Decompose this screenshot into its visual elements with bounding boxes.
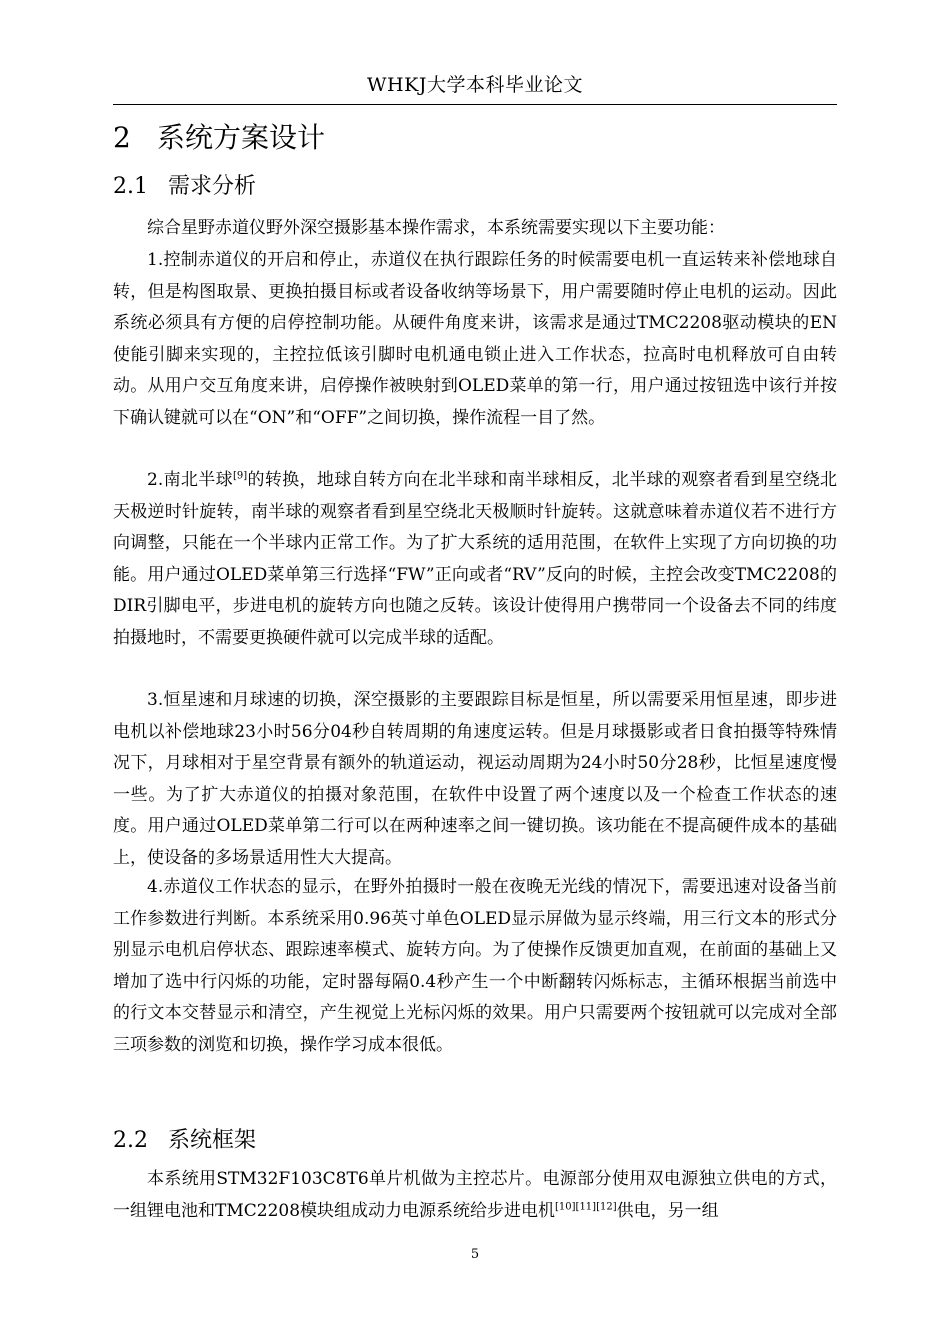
- paragraph-item-2: [113, 465, 837, 654]
- chapter-title: 系统方案设计: [157, 121, 326, 154]
- chapter-heading: [113, 118, 325, 158]
- paragraph-text: 的转换，地球自转方向在北半球和南半球相反，北半球的观察者看到星空绕北天极逆时针旋转，南半球的观察者看到星空绕北天极顺时针旋转。这就意味着赤道仪若不进行方向调整，只能在一个半球内正常工作。为了扩大系统的适用范围，在软件上实现了方向切换的功能。用户通过OLED菜单第三行选择“FW”正向或者“RV”反向的时候，主控会改变TMC2208的DIR引脚电平，步进电机的旋转方向也随之反转。该设计使得用户携带同一个设备去不同的纬度拍摄地时，不需要更换硬件就可以完成半球的适配。: [113, 470, 837, 648]
- chapter-number: 2: [113, 121, 131, 154]
- paragraph-item-4: 4.赤道仪工作状态的显示，在野外拍摄时一般在夜晚无光线的情况下，需要迅速对设备当前工作参数进行判断。本系统采用0.96英寸单色OLED显示屏做为显示终端，用三行文本的形式分别显示电机启停状态、跟踪速率模式、旋转方向。为了使操作反馈更加直观，在前面的基础上又增加了选中行闪烁的功能，定时器每隔0.4秒产生一个中断翻转闪烁标志，主循环根据当前选中的行文本交替显示和清空，产生视觉上光标闪烁的效果。用户只需要两个按钮就可以完成对全部三项参数的浏览和切换，操作学习成本很低。: [113, 877, 837, 1055]
- section-heading-2-1: [113, 171, 256, 203]
- citation: [9]: [232, 470, 248, 482]
- paragraph-item-3: 3.恒星速和月球速的切换，深空摄影的主要跟踪目标是恒星，所以需要采用恒星速，即步进电机以补偿地球23小时56分04秒自转周期的角速度运转。但是月球摄影或者日食拍摄等特殊情况下，月球相对于星空背景有额外的轨道运动，视运动周期为24小时50分28秒，比恒星速度慢一些。为了扩大赤道仪的拍摄对象范围，在软件中设置了两个速度以及一个检查工作状态的速度。用户通过OLED菜单第二行可以在两种速率之间一键切换。该功能在不提高硬件成本的基础上，使设备的多场景适用性大大提高。: [113, 690, 837, 868]
- section-title: 系统框架: [168, 1128, 257, 1153]
- header-rule: [113, 104, 837, 105]
- paragraph-item-1: 1.控制赤道仪的开启和停止，赤道仪在执行跟踪任务的时候需要电机一直运转来补偿地球自转，但是构图取景、更换拍摄目标或者设备收纳等场景下，用户需要随时停止电机的运动。因此系统必须具有方便的启停控制功能。从硬件角度来讲，该需求是通过TMC2208驱动模块的EN使能引脚来实现的，主控拉低该引脚时电机通电锁止进入工作状态，拉高时电机释放可自由转动。从用户交互角度来讲，启停操作被映射到OLED菜单的第一行，用户通过按钮选中该行并按下确认键就可以在“ON”和“OFF”之间切换，操作流程一目了然。: [113, 250, 837, 428]
- paragraph-text: 供电，另一组: [616, 1200, 719, 1221]
- paragraph-text: 2.南北半球: [147, 470, 233, 490]
- paragraph-system-framework: [113, 1164, 837, 1227]
- section-heading-2-2: [113, 1125, 256, 1157]
- paragraph-text: 本系统用STM32F103C8T6单片机做为主控芯片。电源部分使用双电源独立供电的方式，一组锂电池和TMC2208模块组成动力电源系统给步进电机: [113, 1169, 837, 1221]
- section-number: 2.2: [113, 1128, 148, 1153]
- paragraph-intro: 综合星野赤道仪野外深空摄影基本操作需求，本系统需要实现以下主要功能：: [147, 218, 725, 238]
- section-title: 需求分析: [168, 174, 257, 199]
- section-number: 2.1: [113, 174, 148, 199]
- citation: [10][11][12]: [555, 1200, 617, 1212]
- page-number: 5: [470, 1247, 480, 1262]
- running-header: WHKJ大学本科毕业论文: [367, 74, 583, 96]
